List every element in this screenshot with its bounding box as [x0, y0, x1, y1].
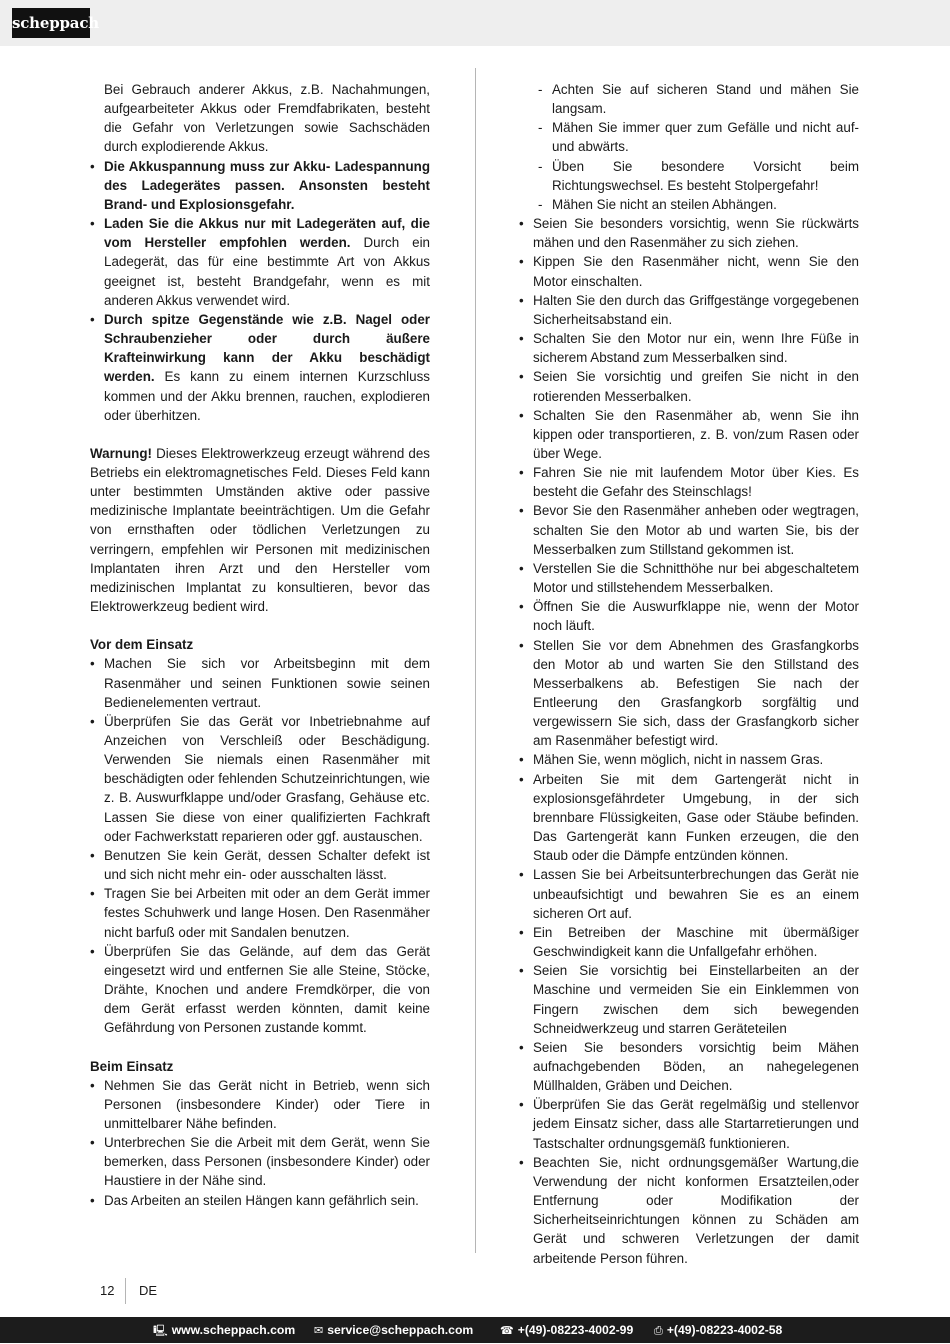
list-item: • Überprüfen Sie das Gelände, auf dem das Gerät eingesetzt wird und entfernen Sie alle Steine, Stöcke, Drähte, Knochen und andere Fremdkörper, die von dem Gerät erfasst werden könnten, damit keine Gefährdung von Personen zustande kommt. [90, 942, 430, 1038]
fax-icon: ⎙ [654, 1325, 663, 1337]
list-item: • Lassen Sie bei Arbeitsunterbrechungen das Gerät nie unbeaufsichtigt und bewahren Sie es an einem sicheren Ort auf. [519, 865, 859, 922]
warning-paragraph [90, 444, 430, 616]
list-item: - Mähen Sie immer quer zum Gefälle und nicht auf- und abwärts. [519, 118, 859, 156]
page-number: 12 [100, 1283, 115, 1298]
battery-bullet-list [90, 157, 430, 425]
list-item: • Schalten Sie den Motor nur ein, wenn Ihre Füße in sicherem Abstand zum Messerbalken sind. [519, 329, 859, 367]
email-contact[interactable] [314, 1317, 473, 1344]
operation-bullet-list [519, 214, 859, 1268]
header-bar [0, 0, 950, 46]
list-item: • Seien Sie vorsichtig bei Einstellarbeiten an der Maschine und vermeiden Sie ein Einklemmen von Fingern zwischen dem sich bewegenden Schneidwerkzeug und starren Geräteteilen [519, 961, 859, 1038]
phone-number: +(49)-08223-4002-99 [517, 1323, 634, 1337]
phone-contact [500, 1317, 633, 1344]
bold-text: Durch spitze Gegenstände wie z.B. Nagel oder Schraubenzieher oder durch äußere Krafteinwirkung kann der Akku beschädigt werden. [104, 311, 430, 385]
column-divider [475, 68, 476, 1253]
contact-bar [0, 1317, 950, 1343]
list-item: • Öffnen Sie die Auswurfklappe nie, wenn der Motor noch läuft. [519, 597, 859, 635]
list-item: • Mähen Sie, wenn möglich, nicht in nassem Gras. [519, 750, 859, 769]
list-item: • Kippen Sie den Rasenmäher nicht, wenn Sie den Motor einschalten. [519, 252, 859, 290]
list-item: • Tragen Sie bei Arbeiten mit oder an dem Gerät immer festes Schuhwerk und lange Hosen. Den Rasenmäher nicht barfuß oder mit Sandalen benutzen. [90, 884, 430, 941]
list-item: • Seien Sie besonders vorsichtig, wenn Sie rückwärts mähen und den Rasenmäher zu sich ziehen. [519, 214, 859, 252]
section-heading-vor-dem-einsatz: Vor dem Einsatz [90, 637, 194, 653]
email-link[interactable]: service@scheppach.com [327, 1323, 474, 1337]
list-item [90, 157, 430, 214]
list-item: - Mähen Sie nicht an steilen Abhängen. [519, 195, 859, 214]
list-item: • Arbeiten Sie mit dem Gartengerät nicht in explosionsgefährdeter Umgebung, in der sich brennbare Flüssigkeiten, Gase oder Stäube befinden. Das Gartengerät kann Funken erzeugen, die den Staub oder die Dämpfe entzünden können. [519, 770, 859, 866]
list-item: • Seien Sie besonders vorsichtig beim Mähen aufnachgebenden Böden, an nahegelegenen Müllhalden, Gräben und Deichen. [519, 1038, 859, 1095]
list-item: • Beachten Sie, nicht ordnungsgemäßer Wartung,die Verwendung der nicht konformen Ersatzteilen,oder Entfernung oder Modifikation der Sicherheitseinrichtungen können zu Schäden am Gerät und schweren Verletzungen der damit arbeitende Person führen. [519, 1153, 859, 1268]
warning-label: Warnung! [90, 445, 152, 461]
bold-text: Laden Sie die Akkus nur mit Ladegeräten auf, die vom Hersteller empfohlen werden. [104, 216, 430, 251]
bold-text: Die Akkuspannung muss zur Akku- Ladespannung des Ladegerätes passen. Ansonsten besteht Brand- und Explosionsgefahr. [104, 158, 430, 212]
list-item: • Benutzen Sie kein Gerät, dessen Schalter defekt ist und sich nicht mehr ein- oder ausschalten lässt. [90, 846, 430, 884]
list-item: - Achten Sie auf sicheren Stand und mähen Sie langsam. [519, 80, 859, 118]
list-item: • Bevor Sie den Rasenmäher anheben oder wegtragen, schalten Sie den Motor ab und warten Sie, bis der Messerbalken zum Stillstand gekommen ist. [519, 501, 859, 558]
body-text: Durch ein Ladegerät, das für eine bestimmte Art von Akkus geeignet ist, besteht Brandgefahr, wenn es mit anderen Akkus verwendet wird. [104, 235, 431, 308]
left-column [90, 80, 430, 1210]
list-item: • Das Arbeiten an steilen Hängen kann gefährlich sein. [90, 1191, 430, 1210]
battery-intro-paragraph: Bei Gebrauch anderer Akkus, z.B. Nachahmungen, aufgearbeiteter Akkus oder Fremdfabrikaten, besteht die Gefahr von Verletzungen sowie Sachschäden durch explodierende Akkus. [104, 82, 430, 155]
list-item: • Ein Betreiben der Maschine mit übermäßiger Geschwindigkeit kann die Unfallgefahr erhöhen. [519, 923, 859, 961]
list-item: • Verstellen Sie die Schnitthöhe nur bei abgeschaltetem Motor und stillstehendem Messerbalken. [519, 559, 859, 597]
language-code: DE [139, 1283, 158, 1298]
slope-dash-list [519, 80, 859, 214]
mail-icon: ✉ [314, 1325, 324, 1337]
list-item: • Nehmen Sie das Gerät nicht in Betrieb, wenn sich Personen (insbesondere Kinder) oder Tiere in unmittelbarer Nähe befinden. [90, 1076, 430, 1133]
list-item: • Stellen Sie vor dem Abnehmen des Grasfangkorbs den Motor ab und warten Sie den Stillstand des Messerbalkens ab. Befestigen Sie nach der Entleerung den Grasfangkorb sorgfältig und vergewissern Sie sich, dass der Grasfangkorb sicher am Rasenmäher befestigt wird. [519, 636, 859, 751]
list-item: • Überprüfen Sie das Gerät regelmäßig und stellenvor jedem Einsatz sicher, dass alle Startarretierungen und Tastschalter ordnungsgemäß funktionieren. [519, 1095, 859, 1152]
phone-icon: ☎ [500, 1325, 514, 1337]
body-text: Es kann zu einem internen Kurzschluss kommen und der Akku brennen, rauchen, explodieren oder überhitzen. [104, 369, 430, 423]
computer-icon: 🖳 [153, 1325, 168, 1337]
website-link[interactable]: www.scheppach.com [171, 1323, 296, 1337]
list-item [90, 214, 430, 310]
website-contact[interactable] [153, 1317, 295, 1344]
list-item: • Schalten Sie den Rasenmäher ab, wenn Sie ihn kippen oder transportieren, z. B. von/zum Rasen oder über Wege. [519, 406, 859, 463]
section-heading-beim-einsatz: Beim Einsatz [90, 1058, 174, 1074]
fax-number: +(49)-08223-4002-58 [666, 1323, 783, 1337]
list-item: • Seien Sie vorsichtig und greifen Sie nicht in den rotierenden Messerbalken. [519, 367, 859, 405]
footer-divider [125, 1278, 126, 1304]
list-item: • Unterbrechen Sie die Arbeit mit dem Gerät, wenn Sie bemerken, dass Personen (insbesondere Kinder) oder Haustiere in der Nähe sind. [90, 1133, 430, 1190]
beim-einsatz-list [90, 1076, 430, 1210]
list-item: • Fahren Sie nie mit laufendem Motor über Kies. Es besteht die Gefahr des Steinschlags! [519, 463, 859, 501]
fax-contact [654, 1317, 782, 1344]
list-item: • Machen Sie sich vor Arbeitsbeginn mit dem Rasenmäher und seinen Funktionen sowie seinen Bedienelementen vertraut. [90, 654, 430, 711]
scheppach-logo: scheppach [12, 8, 90, 38]
list-item: - Üben Sie besondere Vorsicht beim Richtungswechsel. Es besteht Stolpergefahr! [519, 157, 859, 195]
list-item [90, 310, 430, 425]
right-column [519, 80, 859, 1268]
list-item: • Überprüfen Sie das Gerät vor Inbetriebnahme auf Anzeichen von Verschleiß oder Beschädigung. Verwenden Sie niemals einen Rasenmäher mit beschädigten oder fehlenden Schutzeinrichtungen, wie z. B. Auswurfklappe und/oder Grasfang, Gehäuse etc. Lassen Sie diese von einer qualifizierten Fachkraft oder Fachwerkstatt reparieren oder ggf. austauschen. [90, 712, 430, 846]
warning-text: Dieses Elektrowerkzeug erzeugt während des Betriebs ein elektromagnetisches Feld. Dieses Feld kann unter bestimmten Umständen aktive oder passive medizinische Implantate beeinträchtigen. Um die Gefahr von ernsthaften oder tödlichen Verletzungen zu verringern, empfehlen wir Personen mit medizinischen Implantaten ihren Arzt und den Hersteller vom medizinischen Implantat zu konsultieren, bevor das Elektrowerkzeug bedient wird. [90, 445, 430, 615]
vor-dem-einsatz-list [90, 654, 430, 1037]
list-item: • Halten Sie den durch das Griffgestänge vorgegebenen Sicherheitsabstand ein. [519, 291, 859, 329]
